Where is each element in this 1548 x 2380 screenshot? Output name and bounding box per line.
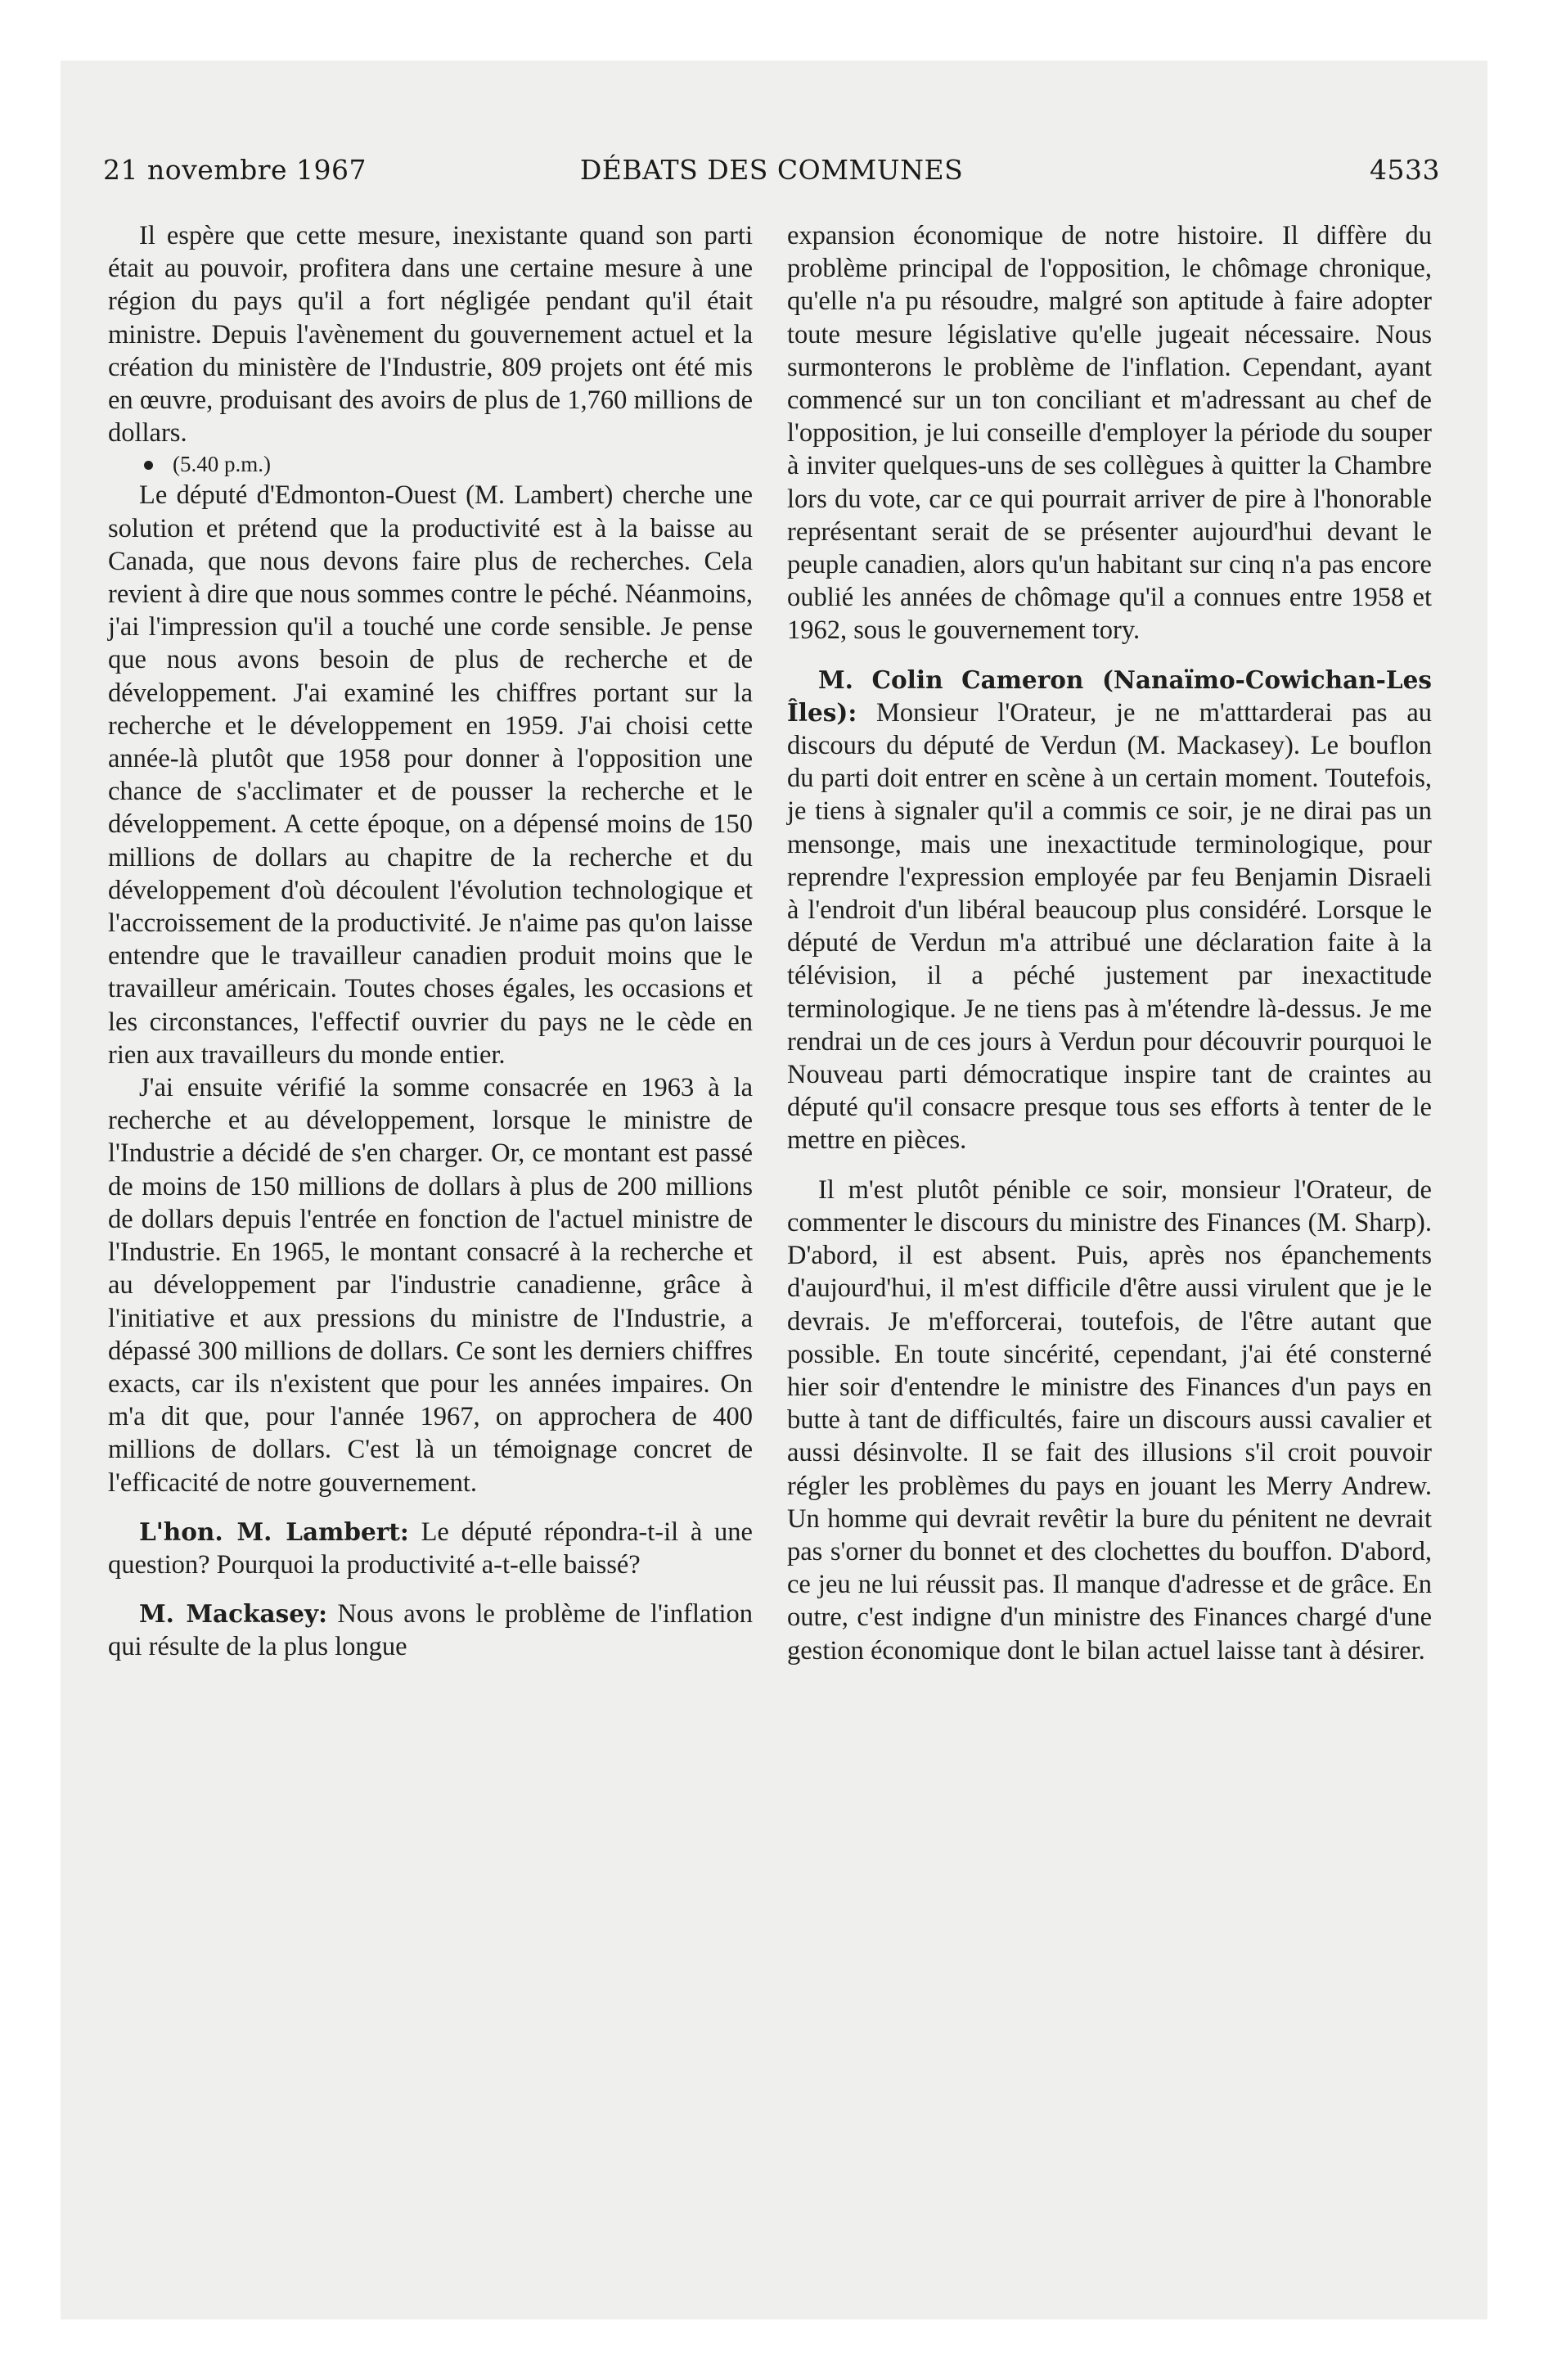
paragraph: J'ai ensuite vérifié la somme consacrée en 1963 à la recherche et au développement, lorsque le ministre de l'Industrie a décidé de s'en charger. Or, ce montant est passé de moins de 150 millions de dollars à plus de 200 millions de dollars depuis l'entrée en fonction de l'actuel ministre de l'Industrie. En 1965, le montant consacré à la recherche et au développement par l'industrie canadienne, grâce à l'initiative et aux pressions du ministre de l'Industrie, a dépassé 300 millions de dollars. Ce sont les derniers chiffres exacts, car ils n'existent que pour les années impaires. On m'a dit que, pour l'année 1967, on approchera de 400 millions de dollars. C'est là un témoignage concret de l'efficacité de notre gouvernement. (108, 1073, 753, 1498)
speaker-name: M. Colin Cameron (Nanaïmo-Cowichan-Les Îles): (787, 665, 1432, 727)
header-date: 21 novembre 1967 (103, 154, 367, 186)
paragraph: Il m'est plutôt pénible ce soir, monsieur l'Orateur, de commenter le discours du ministre des Finances (M. Sharp). D'abord, il est absent. Puis, après nos épanchements d'aujourd'hui, il m'est difficile d'être aussi virulent que je le devrais. Je m'efforcerai, toutefois, de l'être autant que possible. En toute sincérité, cependant, j'ai été consterné hier soir d'entendre le ministre des Finances d'un pays en butte à tant de difficultés, faire un discours aussi cavalier et aussi désinvolte. Il se fait des illusions s'il croit pouvoir régler les problèmes du pays en jouant les Merry Andrew. Un homme qui devrait revêtir la bure du pénitent ne devrait pas s'orner du bonnet et des clochettes du bouffon. D'abord, ce jeu ne lui réussit pas. Il manque d'adresse et de grâce. En outre, c'est indigne d'un ministre des Finances chargé d'une gestion économique dont le bilan actuel laisse tant à désirer. (787, 1174, 1432, 1666)
bullet-icon (144, 461, 153, 470)
paragraph: Il espère que cette mesure, inexistante quand son parti était au pouvoir, profitera dans une certaine mesure à une région du pays qu'il a fort négligée pendant qu'il était ministre. Depuis l'avènement du gouvernement actuel et la création du ministère de l'Industrie, 809 projets ont été mis en œuvre, produisant des avoirs de plus de 1,760 millions de dollars. (108, 221, 753, 449)
time-marker (108, 449, 753, 479)
speech-text: Nous avons le problème de l'inflation qui résulte de la plus longue (108, 1599, 754, 1662)
speech (787, 664, 1432, 1157)
speech-text: Le député répondra-t-il à une question? Pourquoi la productivité a-t-elle baissé? (108, 1517, 753, 1580)
paragraph: expansion économique de notre histoire. Il diffère du problème principal de l'opposition, le chômage chronique, qu'elle n'a pu résoudre, malgré son aptitude à faire adopter toute mesure législative qu'elle jugeait nécessaire. Nous surmonterons le problème de l'inflation. Cependant, ayant commencé sur un ton conciliant et m'adressant au chef de l'opposition, je lui conseille d'employer la période du souper à inviter quelques-uns de ses collègues à quitter la Chambre lors du vote, car ce qui pourrait arriver de pire à l'honorable représentant serait de se présenter aujourd'hui devant le peuple canadien, alors qu'un habitant sur cinq n'a pas encore oublié les années de chômage qu'il a connues entre 1958 et 1962, sous le gouvernement tory. (787, 221, 1432, 646)
speaker-name: M. Mackasey: (139, 1599, 328, 1629)
right-column (787, 219, 1432, 1667)
header-title: DÉBATS DES COMMUNES (579, 154, 964, 186)
time-marker-text: (5.40 p.m.) (173, 452, 271, 477)
speaker-name: L'hon. M. Lambert: (139, 1517, 409, 1546)
speech-text: Monsieur l'Orateur, je ne m'atttarderai pas au discours du député de Verdun (M. Mackasey). Le bouflon du parti doit entrer en scène à un certain moment. Toutefois, je tiens à signaler qu'il a commis ce soir, je ne dirai pas un mensonge, mais une inexactitude terminologique, pour reprendre l'expression employée par feu Benjamin Disraeli à l'endroit d'un libéral beaucoup plus considéré. Lorsque le député de Verdun m'a attribué une déclaration faite à la télévision, il a péché justement par inexactitude terminologique. Je ne tiens pas à m'étendre là-dessus. Je me rendrai un de ces jours à Verdun pour découvrir pourquoi le Nouveau parti démocratique inspire tant de craintes au député qu'il consacre presque tous ses efforts à tenter de le mettre en pièces. (787, 697, 1432, 1156)
paragraph: Le député d'Edmonton-Ouest (M. Lambert) cherche une solution et prétend que la productivité est à la baisse au Canada, que nous devons faire plus de recherches. Cela revient à dire que nous sommes contre le péché. Néanmoins, j'ai l'impression qu'il a touché une corde sensible. Je pense que nous avons besoin de plus de recherche et de développement. J'ai examiné les chiffres portant sur la recherche et le développement en 1959. J'ai choisi cette année-là plutôt que 1958 pour donner à l'opposition une chance de s'acclimater et de pousser la recherche et le développement. A cette époque, on a dépensé moins de 150 millions de dollars au chapitre de la recherche et du développement d'où découlent l'évolution technologique et l'accroissement de la productivité. Je n'aime pas qu'on laisse entendre que le travailleur canadien produit moins que le travailleur américain. Toutes choses égales, les occasions et les circonstances, l'effectif ouvrier du pays ne le cède en rien aux travailleurs du monde entier. (108, 480, 753, 1070)
speech (108, 1598, 753, 1663)
page-header (103, 154, 1440, 192)
speech (108, 1516, 753, 1581)
left-column (108, 219, 753, 1664)
page-number: 4533 (1370, 154, 1440, 186)
